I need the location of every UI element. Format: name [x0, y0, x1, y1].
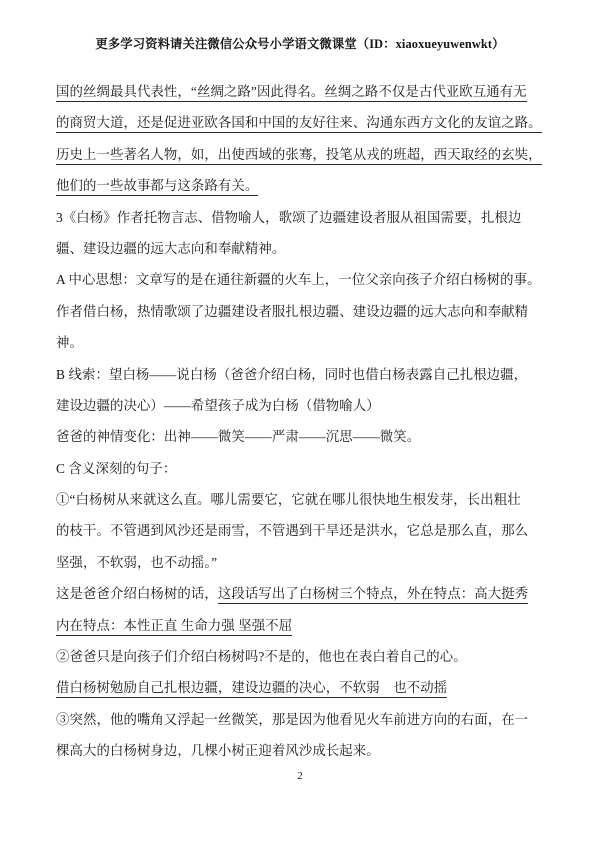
text-segment-plain: 这是爸爸介绍白杨树的话，	[56, 586, 218, 602]
text-line	[56, 453, 546, 484]
text-line	[56, 672, 546, 703]
text-line	[56, 735, 546, 766]
text-line	[56, 484, 546, 515]
text-line-content: A 中心思想：文章写的是在通往新疆的火车上，一位父亲向孩子介绍白杨树的事。	[56, 272, 541, 288]
text-line	[56, 170, 546, 201]
text-line-content: 疆、建设边疆的远大志向和奉献精神。	[56, 240, 286, 256]
text-line	[56, 202, 546, 233]
text-line-content: 历史上一些著名人物，如，出使西域的张骞，投笔从戎的班超，西天取经的玄奘，	[56, 147, 542, 165]
text-line	[56, 641, 546, 672]
text-line-content: 的枝干。不管遇到风沙还是雨雪，不管遇到干旱还是洪水，它总是那么直，那么	[56, 523, 529, 539]
text-line-content: C 含义深刻的句子：	[56, 460, 177, 476]
text-line-content: 借白杨树勉励自己扎根边疆，建设边疆的决心，不软弱 也不动摇	[56, 680, 447, 698]
text-line	[56, 610, 546, 641]
text-line-content: 棵高大的白杨树身边，几棵小树正迎着风沙成长起来。	[56, 743, 380, 759]
text-line	[56, 233, 546, 264]
text-line	[56, 139, 546, 170]
text-line	[56, 359, 546, 390]
text-line	[56, 107, 546, 138]
text-line	[56, 296, 546, 327]
text-line-content: ①“白杨树从来就这么直。哪儿需要它，它就在哪儿很快地生根发芽，长出粗壮	[56, 492, 521, 508]
text-line	[56, 76, 546, 107]
text-line-content: 建设边疆的决心）——希望孩子成为白杨（借物喻人）	[56, 397, 380, 413]
text-line	[56, 327, 546, 358]
text-line	[56, 515, 546, 546]
text-line	[56, 704, 546, 735]
document-body	[56, 76, 546, 767]
text-line-content: ②爸爸只是向孩子们介绍白杨树吗?不是的，他也在表白着自己的心。	[56, 649, 467, 665]
text-line-content: 作者借白杨，热情歌颂了边疆建设者服扎根边疆、建设边疆的远大志向和奉献精	[56, 303, 529, 319]
text-line-content: 神。	[56, 335, 83, 351]
text-line-content: 他们的一些故事都与这条路有关。	[56, 178, 258, 196]
text-line	[56, 390, 546, 421]
text-segment-underlined: 这段话写出了白杨树三个特点，外在特点：高大挺秀	[218, 586, 528, 604]
text-line-content: 爸爸的神情变化：出神——微笑——严肃——沉思——微笑。	[56, 429, 421, 445]
text-line	[56, 421, 546, 452]
text-line	[56, 547, 546, 578]
page-header-watermark: 更多学习资料请关注微信公众号小学语文微课堂（ID：xiaoxueyuwenwkt）	[95, 37, 505, 51]
text-line-content: 内在特点：本性正直 生命力强 坚强不屈	[56, 618, 292, 636]
page-number: 2	[297, 770, 303, 782]
text-line-content: 坚强，不软弱，也不动摇。”	[56, 554, 218, 570]
text-line	[56, 578, 546, 609]
text-line-content: ③突然，他的嘴角又浮起一丝微笑，那是因为他看见火车前进方向的右面，在一	[56, 711, 529, 727]
text-line-content: B 线索：望白杨——说白杨（爸爸介绍白杨，同时也借白杨表露自己扎根边疆，	[56, 366, 528, 382]
text-line-content: 国的丝绸最具代表性，“丝绸之路”因此得名。丝绸之路不仅是古代亚欧互通有无	[56, 84, 527, 102]
text-line-content: 3《白杨》作者托物言志、借物喻人，歌颂了边疆建设者服从祖国需要，扎根边	[56, 209, 522, 225]
text-line-content: 的商贸大道，还是促进亚欧各国和中国的友好往来、沟通东西方文化的友谊之路。	[56, 115, 542, 133]
text-line	[56, 264, 546, 295]
